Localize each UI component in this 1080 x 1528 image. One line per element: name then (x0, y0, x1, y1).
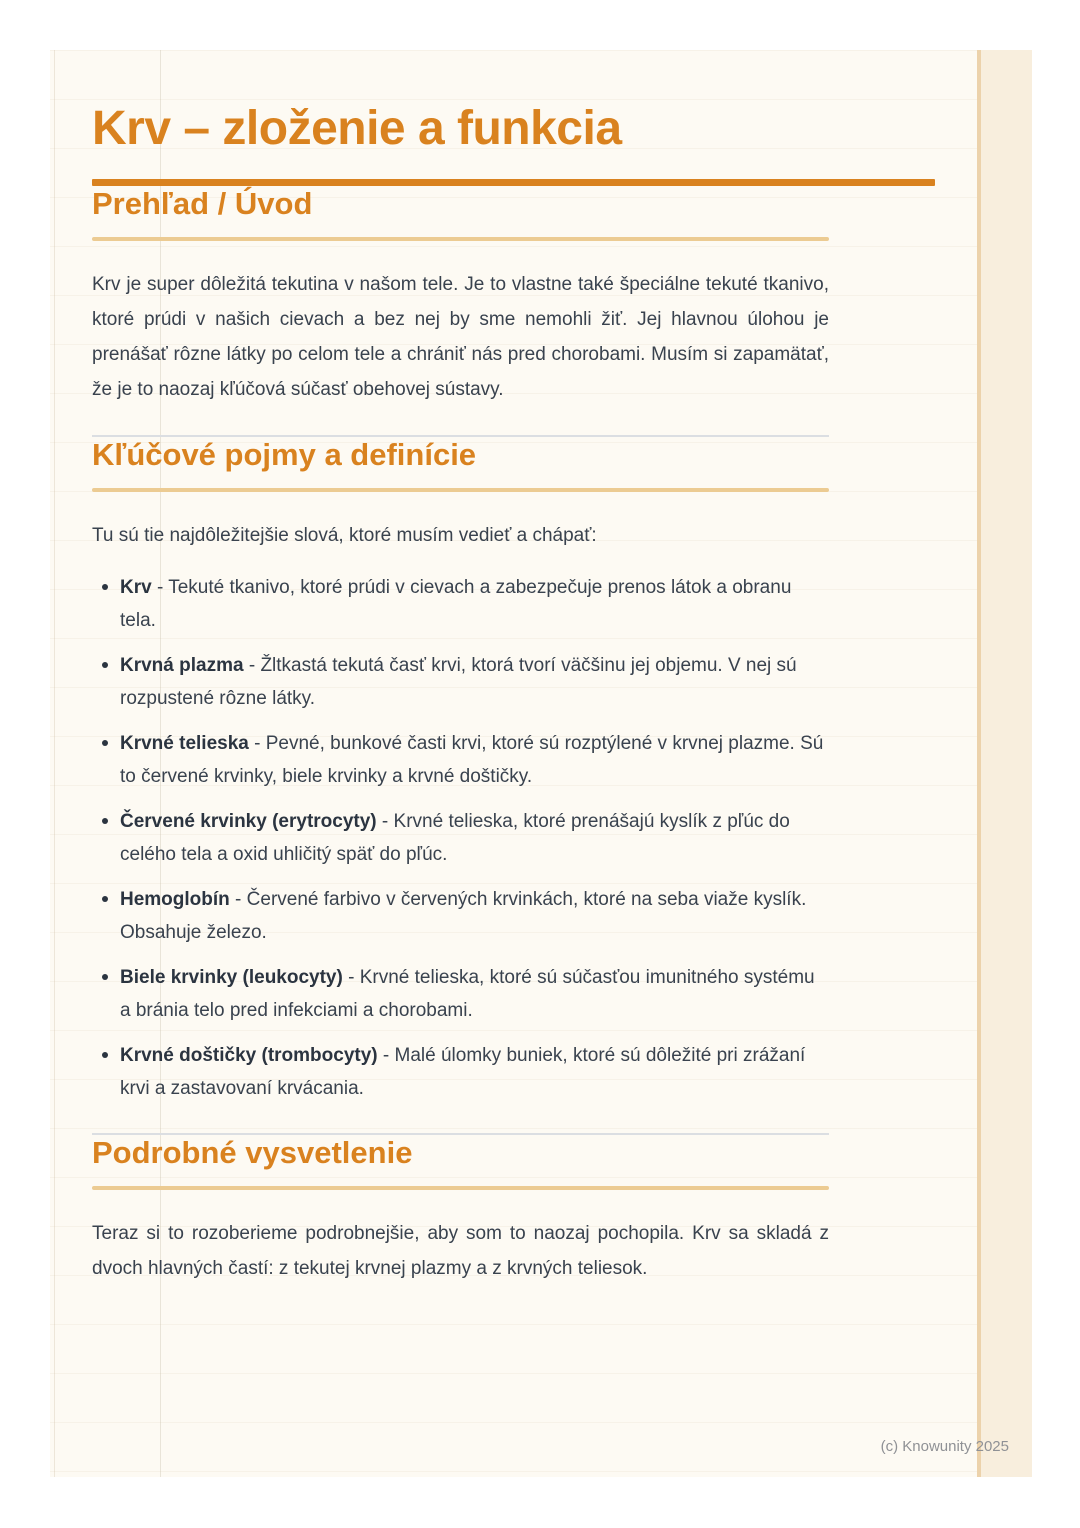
terms-list (92, 571, 829, 1105)
term-label: Červené krvinky (erytrocyty) (120, 811, 377, 832)
term-label: Krv (120, 577, 152, 598)
section-heading-key-terms: Kľúčové pojmy a definície (92, 437, 477, 472)
bullet-icon (102, 974, 108, 980)
term-definition: Pevné, bunkové časti krvi, ktoré sú rozptýlené v krvnej plazme. Sú to červené krvinky, biele krvinky a krvné doštičky. (120, 733, 824, 787)
document-content (92, 50, 829, 1286)
term-definition: Žltkastá tekutá časť krvi, ktorá tvorí väčšinu jej objemu. V nej sú rozpustené rôzne látky. (120, 655, 797, 709)
term-separator: - (248, 733, 266, 754)
term-definition: Tekuté tkanivo, ktoré prúdi v cievach a zabezpečuje prenos látok a obranu tela. (120, 577, 792, 631)
section-overview (92, 186, 829, 407)
term-separator: - (151, 577, 169, 598)
bullet-icon (102, 662, 108, 668)
term-label: Krvná plazma (120, 655, 244, 676)
list-item (92, 961, 829, 1027)
page-side-band (977, 50, 1032, 1477)
bullet-icon (102, 740, 108, 746)
term-label: Hemoglobín (120, 889, 230, 910)
heading-underline-rule (92, 1186, 829, 1190)
term-separator: - (229, 889, 247, 910)
term-separator: - (376, 811, 394, 832)
section-key-terms (92, 437, 829, 1105)
overview-paragraph: Krv je super dôležitá tekutina v našom tele. Je to vlastne také špeciálne tekuté tkanivo, ktoré prúdi v našich cievach a bez nej by sme nemohli žiť. Jej hlavnou úlohou je prenášať rôzne látky po celom tele a chrániť nás pred chorobami. Musím si zapamätať, že je to naozaj kľúčová súčasť obehovej sústavy. (92, 274, 829, 400)
bullet-icon (102, 896, 108, 902)
bullet-icon (102, 818, 108, 824)
bullet-icon (102, 584, 108, 590)
heading-underline-rule (92, 488, 829, 492)
term-separator: - (342, 967, 360, 988)
key-terms-intro: Tu sú tie najdôležitejšie slová, ktoré musím vedieť a chápať: (92, 525, 597, 546)
list-item (92, 727, 829, 793)
details-paragraph: Teraz si to rozoberieme podrobnejšie, aby som to naozaj pochopila. Krv sa skladá z dvoch hlavných častí: z tekutej krvnej plazmy a z krvných teliesok. (92, 1223, 829, 1279)
term-definition: Krvné telieska, ktoré prenášajú kyslík z pľúc do celého tela a oxid uhličitý späť do pľúc. (120, 811, 790, 865)
term-separator: - (377, 1045, 395, 1066)
list-item (92, 571, 829, 637)
term-label: Krvné telieska (120, 733, 249, 754)
term-separator: - (243, 655, 261, 676)
title-underline-rule (92, 179, 935, 186)
document-page (50, 50, 1032, 1477)
term-label: Krvné doštičky (trombocyty) (120, 1045, 378, 1066)
bullet-icon (102, 1052, 108, 1058)
section-heading-overview: Prehľad / Úvod (92, 186, 313, 221)
copyright-footer: (c) Knowunity 2025 (880, 1438, 1009, 1455)
heading-underline-rule (92, 237, 829, 241)
term-definition: Krvné telieska, ktoré sú súčasťou imunitného systému a bránia telo pred infekciami a chorobami. (120, 967, 815, 1021)
paper-edge-line (54, 50, 55, 1477)
list-item (92, 805, 829, 871)
section-heading-details: Podrobné vysvetlenie (92, 1135, 413, 1170)
list-item (92, 1039, 829, 1105)
list-item (92, 883, 829, 949)
list-item (92, 649, 829, 715)
term-label: Biele krvinky (leukocyty) (120, 967, 343, 988)
term-definition: Červené farbivo v červených krvinkách, ktoré na seba viaže kyslík. Obsahuje železo. (120, 889, 807, 943)
term-definition: Malé úlomky buniek, ktoré sú dôležité pri zrážaní krvi a zastavovaní krvácania. (120, 1045, 806, 1099)
section-details (92, 1135, 829, 1286)
page-title: Krv – zloženie a funkcia (92, 102, 622, 155)
